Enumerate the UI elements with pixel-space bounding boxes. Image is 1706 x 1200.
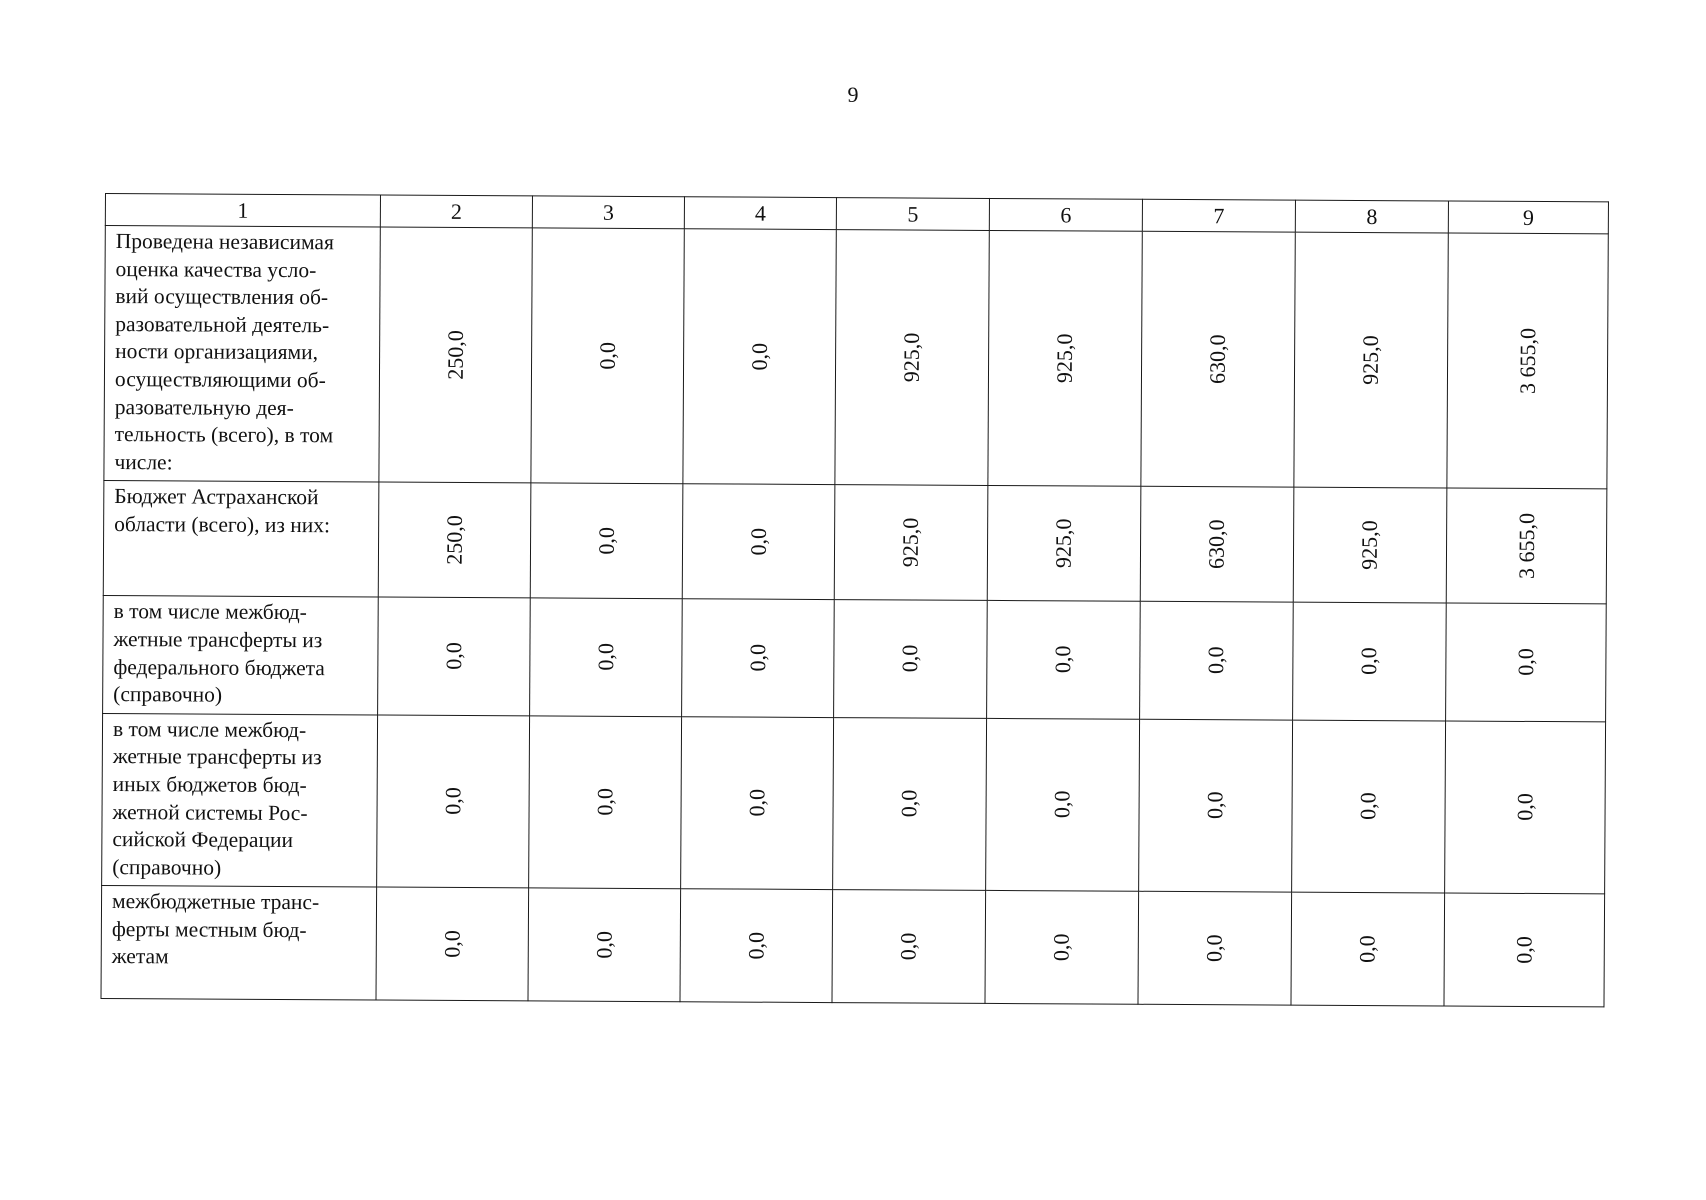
cell-value: 0,0 <box>592 787 618 816</box>
cell-value: 0,0 <box>592 643 618 671</box>
column-number: 4 <box>684 197 836 230</box>
value-cell <box>683 229 836 485</box>
column-number: 5 <box>836 198 989 231</box>
value-cell <box>681 716 834 889</box>
value-cell <box>1446 603 1607 721</box>
cell-value: 0,0 <box>1050 645 1076 674</box>
cell-value: 3 655,0 <box>1514 327 1540 394</box>
value-cell <box>1447 233 1608 489</box>
value-cell <box>378 597 531 715</box>
value-cell <box>1138 892 1292 1006</box>
value-cell <box>529 716 682 889</box>
column-number: 7 <box>1142 199 1295 232</box>
table-row <box>102 713 1606 894</box>
cell-value: 0,0 <box>744 643 770 672</box>
row-label: в том числе межбюд- жетные трансферты из иных бюджетов бюд- жетной системы Рос- сийской Федерации (справочно) <box>102 713 378 887</box>
page-number: 9 <box>847 82 859 107</box>
value-cell <box>1293 602 1447 720</box>
cell-value: 925,0 <box>898 332 925 382</box>
cell-value: 0,0 <box>1356 647 1382 675</box>
cell-value: 0,0 <box>897 644 923 673</box>
cell-value: 0,0 <box>593 526 619 555</box>
column-number: 9 <box>1448 201 1608 234</box>
value-cell <box>1140 487 1294 603</box>
column-number: 6 <box>989 198 1142 231</box>
value-cell <box>986 718 1140 891</box>
row-label: в том числе межбюд- жетные трансферты из федерального бюджета (справочно) <box>103 596 379 715</box>
value-cell <box>1293 487 1447 603</box>
value-cell <box>832 890 986 1004</box>
cell-value: 250,0 <box>442 329 468 380</box>
column-number: 2 <box>380 195 532 228</box>
value-cell <box>530 598 683 716</box>
table-row <box>103 481 1607 604</box>
budget-table <box>100 193 1608 1008</box>
value-cell <box>680 889 833 1003</box>
cell-value: 925,0 <box>897 517 924 568</box>
cell-value: 0,0 <box>895 932 921 961</box>
value-cell <box>1446 488 1607 604</box>
value-cell <box>1444 893 1605 1007</box>
column-number: 3 <box>532 196 684 229</box>
cell-value: 0,0 <box>1355 792 1381 820</box>
cell-value: 3 655,0 <box>1513 512 1539 579</box>
value-cell <box>531 228 684 484</box>
value-cell <box>987 486 1141 602</box>
value-cell <box>987 601 1141 719</box>
value-cell <box>682 599 835 717</box>
cell-value: 630,0 <box>1203 519 1230 569</box>
cell-value: 0,0 <box>440 642 466 670</box>
value-cell <box>377 715 530 888</box>
value-cell <box>985 891 1139 1005</box>
cell-value: 0,0 <box>1203 646 1229 675</box>
value-cell <box>379 227 532 483</box>
cell-value: 0,0 <box>1354 935 1380 963</box>
cell-value: 630,0 <box>1204 334 1231 384</box>
row-label: Проведена независимая оценка качества усло- вий осуществления об- разовательной деятель- ности организациями, осуществляющими об- разовательную дея- тельность (всего), в том числе: <box>104 226 380 483</box>
cell-value: 0,0 <box>1202 791 1228 820</box>
value-cell <box>530 483 683 599</box>
column-number: 1 <box>105 194 380 228</box>
row-label: Бюджет Астраханской области (всего), из них: <box>103 481 379 598</box>
cell-value: 925,0 <box>1050 518 1077 569</box>
cell-value: 0,0 <box>1512 793 1538 821</box>
table-row <box>101 886 1605 1007</box>
value-cell <box>1291 892 1445 1006</box>
cell-value: 925,0 <box>1357 334 1384 385</box>
value-cell <box>1140 602 1294 720</box>
row-label: межбюджетные транс- ферты местным бюд- жетам <box>101 886 377 1001</box>
value-cell <box>528 888 681 1002</box>
value-cell <box>834 600 988 718</box>
value-cell <box>1139 719 1293 892</box>
cell-value: 0,0 <box>744 788 770 817</box>
cell-value: 250,0 <box>441 514 467 565</box>
cell-value: 0,0 <box>439 929 465 958</box>
value-cell <box>988 230 1142 486</box>
cell-value: 0,0 <box>1048 933 1074 961</box>
cell-value: 0,0 <box>746 342 772 371</box>
value-cell <box>1445 721 1606 894</box>
cell-value: 0,0 <box>745 527 771 556</box>
cell-value: 0,0 <box>1511 935 1537 964</box>
value-cell <box>835 230 989 486</box>
cell-value: 0,0 <box>440 787 466 815</box>
value-cell <box>378 482 531 598</box>
value-cell <box>833 717 987 890</box>
cell-value: 925,0 <box>1051 333 1078 383</box>
column-number: 8 <box>1295 200 1448 233</box>
value-cell <box>682 484 835 600</box>
cell-value: 0,0 <box>743 931 769 960</box>
table-row <box>104 226 1608 490</box>
value-cell <box>1292 720 1446 893</box>
budget-table-container <box>100 193 1607 1008</box>
cell-value: 0,0 <box>1512 648 1538 676</box>
cell-value: 0,0 <box>1049 790 1075 819</box>
cell-value: 0,0 <box>896 789 922 818</box>
value-cell <box>834 485 988 601</box>
cell-value: 0,0 <box>591 930 617 959</box>
value-cell <box>1141 231 1295 487</box>
cell-value: 0,0 <box>594 341 620 370</box>
table-row <box>103 596 1607 722</box>
cell-value: 0,0 <box>1201 934 1227 962</box>
cell-value: 925,0 <box>1356 520 1383 570</box>
value-cell <box>1294 232 1448 488</box>
value-cell <box>376 887 529 1001</box>
